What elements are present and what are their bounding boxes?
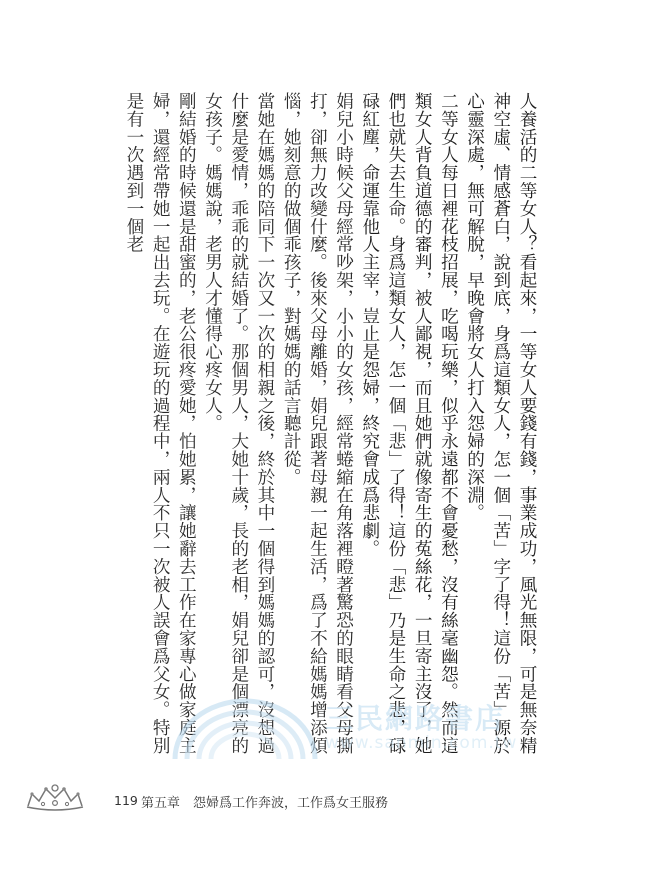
watermark-brand: 三民網路書店: [325, 702, 506, 735]
paragraph-2: 二等女人每日裡花枝招展，吃喝玩樂，似乎永遠都不會憂愁，沒有絲毫幽怨。然而這類女人背負道德的審判，被人鄙視，而且她們就像寄生的菟絲花，一旦寄主沒了，她們也就失去生命。身爲這類女人，怎一個「悲」了得！這份「悲」乃是生命之悲，碌碌紅塵，命運靠他人主宰，豈止是怨婦，終究會成爲悲劇。: [359, 92, 459, 755]
page-footer: [20, 783, 620, 823]
chapter-label: 第五章: [141, 796, 181, 811]
watermark-url: www.sanmin.com.tw: [325, 733, 518, 753]
paragraph-5: 剛結婚的時候還是甜蜜的，老公很疼愛她，怕她累，讓她辭去工作在家專心做家庭主婦，還經常帶她一起出去玩。在遊玩的過程中，兩人不只一次被人誤會爲父女。特別是有一次遇到一個老: [123, 92, 197, 755]
chapter-title: 怨婦爲工作奔波，工作爲女王服務: [193, 796, 389, 811]
paragraph-4: 當她在媽媽的陪同下一次又一次的相親之後，終於其中一個得到媽媽的認可，沒想過什麼是愛情，乖乖的就結婚了。那個男人，大她十歲，長的老相，娟兒卻是個漂亮的女孩子。媽媽說，老男人才懂得心疼女人。: [202, 92, 275, 755]
tiara-icon: [24, 783, 86, 813]
page-number: 119: [114, 793, 138, 808]
paragraph-3: 娟兒小時候父母經常吵架，小小的女孩，經常蜷縮在角落裡瞪著驚恐的眼睛看父母撕打，卻無力改變什麼。後來父母離婚，娟兒跟著母親一起生活，爲了不給媽媽增添煩惱，她刻意的做個乖孩子，對媽媽的話言聽計從。: [281, 92, 354, 755]
paragraph-1: 人養活的二等女人？看起來，一等女人要錢有錢，事業成功，風光無限，可是無奈精神空虛、情感蒼白，說到底，身爲這類女人，怎一個「苦」字了得！這份「苦」源於心靈深處，無可解脫，早晚會將女人打入怨婦的深淵。: [464, 92, 537, 755]
vertical-body-text: [100, 92, 540, 768]
